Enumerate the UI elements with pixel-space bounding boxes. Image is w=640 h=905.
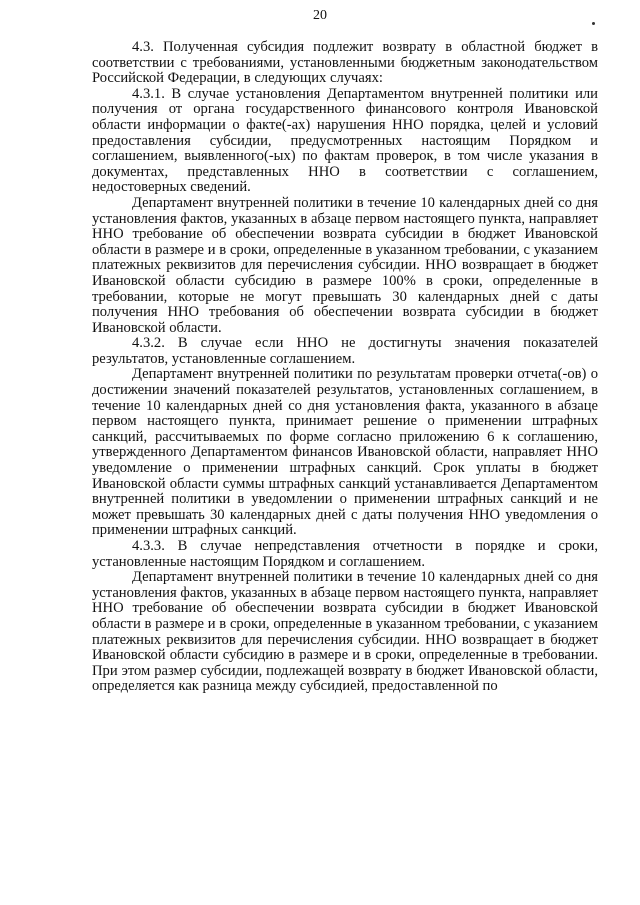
- paragraph-4-3-1: 4.3.1. В случае установления Департаментом внутренней политики или получения от органа государственного финансового контроля Ивановской области информации о факте(-ах) нарушения ННО порядка, целей и условий предоставления субсидии, предусмотренных настоящим Порядком и соглашением, выявленного(-ых) по фактам проверок, в том числе указания в документах, представленных ННО в соответствии с соглашением, недостоверных сведений.: [92, 85, 598, 196]
- paragraph-4-3-2: 4.3.2. В случае если ННО не достигнуты значения показателей результатов, установленные соглашением.: [92, 335, 598, 367]
- paragraph-4-3-1-procedure: Департамент внутренней политики в течение 10 календарных дней со дня установления фактов, указанных в абзаце первом настоящего пункта, направляет ННО требование об обеспечении возврата субсидии в бюджет Ивановской области в размере и в сроки, определенные в указанном требовании, с указанием платежных реквизитов для перечисления субсидии. ННО возвращает в бюджет Ивановской области субсидию в размере 100% в сроки, определенные в требовании, которые не могут превышать 30 календарных дней с даты получения ННО требования об обеспечении возврата субсидии в бюджет Ивановской области.: [92, 194, 598, 336]
- paragraph-4-3-2-procedure: Департамент внутренней политики по результатам проверки отчета(-ов) о достижении значений показателей результатов, установленных соглашением, в течение 10 календарных дней со дня установления факта, указанного в абзаце первом настоящего пункта, принимает решение о применении штрафных санкций, рассчитываемых по форме согласно приложению 6 к соглашению, утвержденного Департаментом финансов Ивановской области, направляет ННО уведомление о применении штрафных санкций. Срок уплаты в бюджет Ивановской области суммы штрафных санкций устанавливается Департаментом внутренней политики в уведомлении о применении штрафных санкций и не может превышать 30 календарных дней с даты получения ННО уведомления о применении штрафных санкций.: [92, 366, 598, 539]
- paragraph-4-3-3-procedure: Департамент внутренней политики в течение 10 календарных дней со дня установления фактов, указанных в абзаце первом настоящего пункта, направляет ННО требование об обеспечении возврата субсидии в бюджет Ивановской области в размере и в сроки, определенные в указанном требовании, с указанием платежных реквизитов для перечисления субсидии. ННО возвращает в бюджет Ивановской области субсидию в размере и в сроки, определенные в требовании. При этом размер субсидии, подлежащей возврату в бюджет Ивановской области, определяется как разница между субсидией, предоставленной по: [92, 569, 598, 695]
- scan-mark: [592, 22, 595, 25]
- paragraph-4-3-3: 4.3.3. В случае непредставления отчетности в порядке и сроки, установленные настоящим Порядком и соглашением.: [92, 538, 598, 570]
- page-number: 20: [313, 8, 327, 23]
- document-body: [92, 40, 598, 695]
- paragraph-4-3: 4.3. Полученная субсидия подлежит возврату в областной бюджет в соответствии с требованиями, установленными бюджетным законодательством Российской Федерации, в следующих случаях:: [92, 39, 598, 87]
